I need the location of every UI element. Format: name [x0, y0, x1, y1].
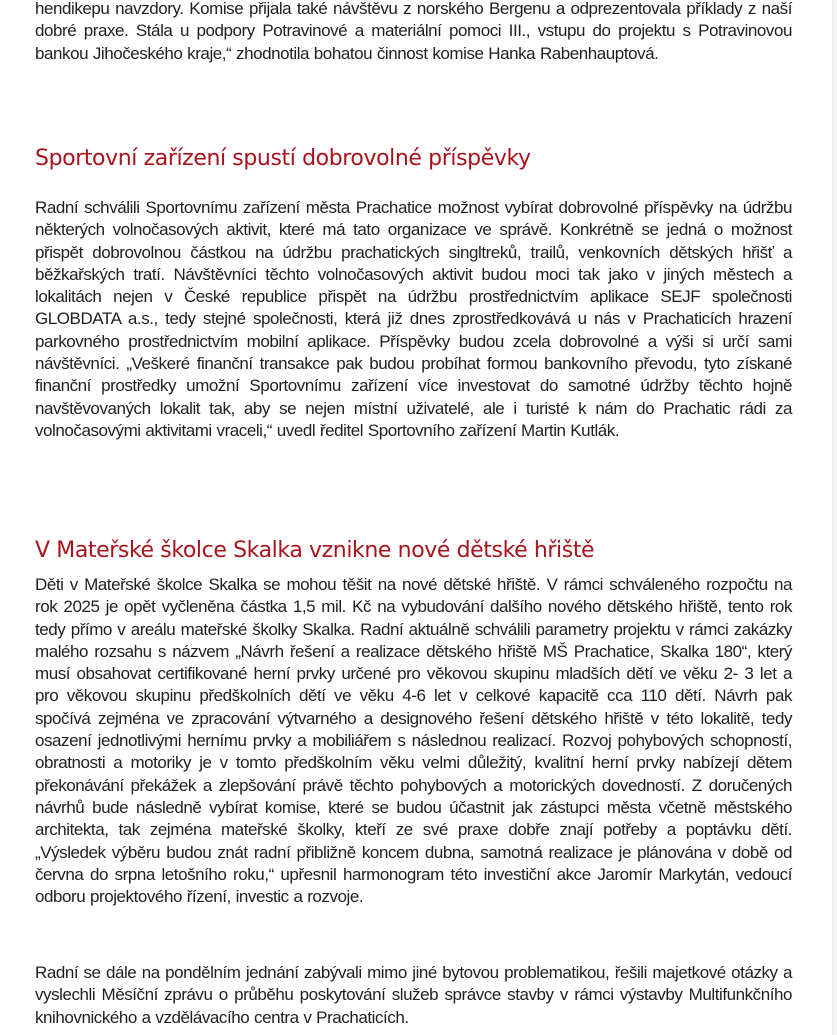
- intro-paragraph: hendikepu navzdory. Komise přijala také návštěvu z norského Bergenu a odprezentovala příklady z naší dobré praxe. Stála u podpory Potravinové a materiální pomoci III., vstupu do projektu s Potravinovou bankou Jihočeského kraje,“ zhodnotila bohatou činnost komise Hanka Rabenhauptová.: [35, 0, 792, 63]
- closing-paragraph: Radní se dále na pondělním jednání zabývali mimo jiné bytovou problematikou, řešili majetkové otázky a vyslechli Měsíční zprávu o průběhu poskytování služeb správce stavby v rámci výstavby Multifunkčního knihovnického a vzdělávacího centra v Prachaticích.: [35, 963, 792, 1027]
- playground-paragraph: Děti v Mateřské školce Skalka se mohou těšit na nové dětské hřiště. V rámci schváleného rozpočtu na rok 2025 je opět vyčleněna částka 1,5 mil. Kč na vybudování dalšího nového dětského hřiště, tento rok tedy přímo v areálu mateřské školky Skalka. Radní aktuálně schválili parametry projektu v rámci zakázky malého rozsahu s názvem „Návrh řešení a realizace dětského hřiště MŠ Prachatice, Skalka 180“, který musí obsahovat certifikované herní prvky určené pro věkovou skupinu mladších dětí ve věku 2- 3 let a pro věkovou skupinu předškolních dětí ve věku 4-6 let v celkové kapacitě cca 110 dětí. Návrh pak spočívá zejména ve zpracování výtvarného a designového řešení dětského hřiště v této lokalitě, tedy osazení jednotlivými hernímu prvky a mobiliářem s následnou realizací. Rozvoj pohybových schopností, obratnosti a motoriky je v tomto předškolním věku velmi důležitý, kvalitní herní prvky nabízejí dětem překonávání překážek a zlepšování právě těchto pohybových a motorických dovedností. Z doručených návrhů bude následně vybírat komise, které se budou účastnit jak zástupci města včetně městského architekta, tak zejména mateřské školky, kteří ze své praxe dobře znají potřeby a poptávku dětí. „Výsledek výběru budou znát radní přibližně koncem dubna, samotná realizace je plánována v době od června do srpna letošního roku,“ upřesnil harmonogram této investiční akce Jaromír Markytán, vedoucí odboru projektového řízení, investic a rozvoje.: [35, 575, 792, 907]
- page-edge: [832, 0, 837, 1035]
- sports-paragraph: Radní schválili Sportovnímu zařízení města Prachatice možnost vybírat dobrovolné příspěvky na údržbu některých volnočasových aktivit, které má tato organizace ve správě. Konkrétně se jedná o možnost přispět dobrovolnou částkou na údržbu prachatických singltreků, trailů, venkovních dětských hřišť a běžkařských tratí. Návštěvníci těchto volnočasových aktivit budou moci tak jako v jiných městech a lokalitách nejen v České republice přispět na údržbu prostřednictvím aplikace SEJF společnosti GLOBDATA a.s., tedy stejné společnosti, která již dnes zprostředkovává u nás v Prachaticích hrazení parkovného prostřednictvím mobilní aplikace. Příspěvky budou zcela dobrovolné a výši si určí sami návštěvníci. „Veškeré finanční transakce pak budou probíhat formou bankovního převodu, tyto získané finanční prostředky umožní Sportovnímu zařízení více investovat do samotné údržby těchto hojně navštěvovaných lokalit tak, aby se nejen místní uživatelé, ale i turisté k nám do Prachatic rádi za volnočasovými aktivitami vraceli,“ uvedl ředitel Sportovního zařízení Martin Kutlák.: [35, 198, 792, 440]
- section-heading-playground: V Mateřské školce Skalka vznikne nové dětské hřiště: [35, 538, 595, 563]
- section-heading-sports: Sportovní zařízení spustí dobrovolné příspěvky: [35, 146, 531, 171]
